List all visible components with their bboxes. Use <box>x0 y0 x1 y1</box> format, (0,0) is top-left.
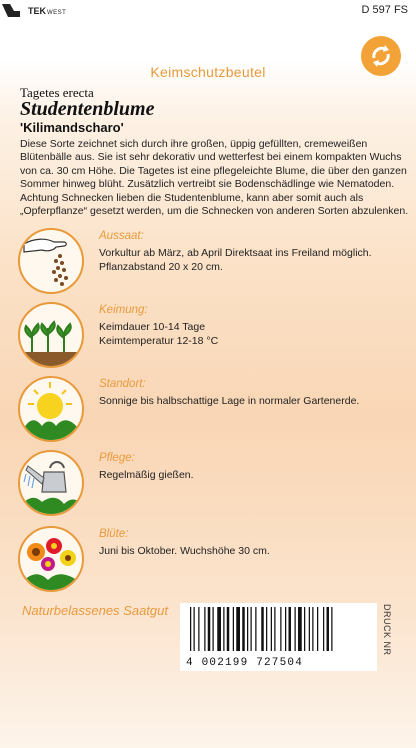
watering-can-icon <box>18 450 84 516</box>
section-location <box>18 376 408 446</box>
barcode-bar <box>208 607 211 651</box>
barcode-bar <box>194 607 195 651</box>
seedlings-icon <box>18 302 84 368</box>
barcode-bar <box>274 607 275 651</box>
barcode-bar <box>309 607 310 651</box>
product-code: D 597 FS <box>361 4 408 16</box>
barcode-bar <box>317 607 318 651</box>
category-label: Keimschutzbeutel <box>150 64 266 80</box>
variety-name: 'Kilimandscharo' <box>20 120 124 135</box>
barcode-bar <box>331 607 332 651</box>
barcode-bar <box>323 607 324 651</box>
germination-duration: Keimdauer 10-14 Tage <box>99 321 206 333</box>
barcode-bar <box>251 607 252 651</box>
bloom-heading: Blüte: <box>99 528 129 540</box>
section-germination <box>18 302 408 372</box>
sowing-text: Vorkultur ab März, ab April Direktsaat ins Freiland möglich. Pflanzabstand 20 x 20 cm. <box>99 247 372 273</box>
barcode-bar <box>261 607 264 651</box>
latin-name: Tagetes erecta <box>20 85 94 100</box>
care-text: Regelmäßig gießen. <box>99 469 194 481</box>
barcode-bar <box>295 607 296 651</box>
location-text: Sonnige bis halbschattige Lage in normaler Gartenerde. <box>99 395 360 407</box>
germination-heading: Keimung: <box>99 304 148 316</box>
product-description: Diese Sorte zeichnet sich durch ihre großen, üppig gefüllten, cremeweißen Blütenbälle aus. Sie ist sehr dekorativ und wetterfest bei einem kompakten Wuchs von ca. 30 cm Höhe. Die Tagetes ist eine pflegeleichte Blume, die über den ganzen Sommer hinweg blüht. Zusätzlich vertreibt sie Bodenschädlinge wie Nematoden. Achtung Schnecken lieben die Studentenblume, kann aber somit auch als „Opferpflanze“ gesetzt werden, um die Schnecken von anderen Sorten abzulenken. <box>20 138 409 218</box>
barcode-bar <box>327 607 330 651</box>
barcode-bar <box>223 607 224 651</box>
section-care <box>18 450 408 520</box>
barcode-bar <box>271 607 272 651</box>
care-heading: Pflege: <box>99 452 135 464</box>
barcode-bar <box>312 607 313 651</box>
barcode-bar <box>236 607 240 651</box>
barcode-bar <box>289 607 292 651</box>
barcode-bar <box>198 607 199 651</box>
barcode-bar <box>266 607 267 651</box>
flowers-icon <box>18 526 84 592</box>
barcode-bar <box>217 607 221 651</box>
sun-plant-icon <box>18 376 84 442</box>
barcode-bar <box>255 607 256 651</box>
barcode-bar <box>247 607 248 651</box>
barcode-bar <box>285 607 286 651</box>
slogan: Naturbelassenes Saatgut <box>22 603 168 618</box>
section-bloom <box>18 526 408 596</box>
hanger-hole-icon <box>0 0 28 22</box>
product-title: Studentenblume <box>20 98 155 120</box>
sowing-heading: Aussaat: <box>99 230 144 242</box>
barcode-bar <box>304 607 305 651</box>
barcode-bar <box>227 607 230 651</box>
sowing-hand-icon <box>18 228 84 294</box>
print-note: DRUCK NR <box>382 604 392 656</box>
bloom-text: Juni bis Oktober. Wuchshöhe 30 cm. <box>99 545 270 557</box>
section-sowing <box>18 228 408 298</box>
barcode-bar <box>242 607 245 651</box>
location-heading: Standort: <box>99 378 146 390</box>
barcode <box>180 603 377 671</box>
barcode-bar <box>213 607 214 651</box>
barcode-bar <box>190 607 191 651</box>
barcode-bar <box>280 607 281 651</box>
brand-logo: TEKWEST <box>28 6 67 16</box>
barcode-bar <box>233 607 234 651</box>
barcode-bar <box>204 607 205 651</box>
germination-temperature: Keimtemperatur 12-18 °C <box>99 335 219 347</box>
germination-text <box>99 320 404 348</box>
barcode-bar <box>298 607 302 651</box>
barcode-number: 4 002199 727504 <box>186 657 304 669</box>
